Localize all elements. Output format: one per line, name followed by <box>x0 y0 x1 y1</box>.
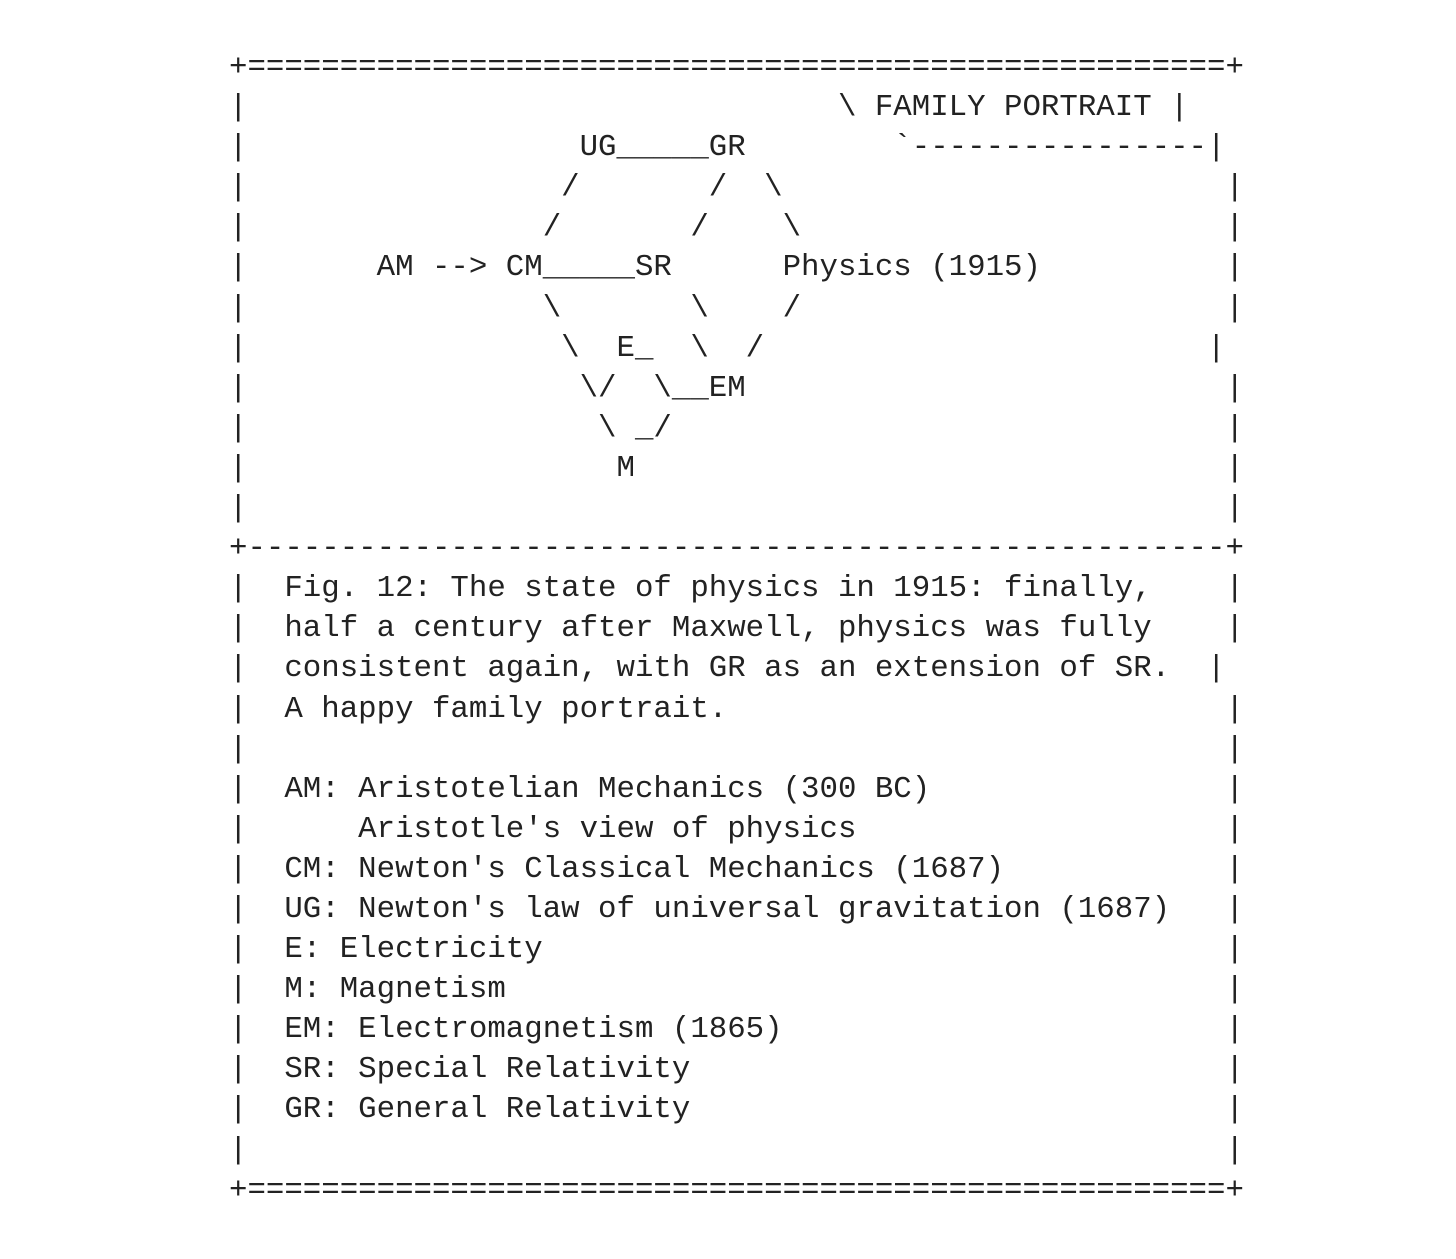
legend-blank-line: | | <box>229 1132 1244 1168</box>
diagram-line-ug-gr: | UG_____GR `----------------| <box>229 130 1226 166</box>
diagram-line: | / / \ | <box>229 170 1244 206</box>
diagram-line: | \ \ / | <box>229 290 1244 326</box>
caption-line: | Fig. 12: The state of physics in 1915: finally, | <box>229 571 1244 607</box>
legend-item-gr: | GR: General Relativity | <box>229 1092 1244 1128</box>
frame-bottom-border: +=====================================================+ <box>229 1172 1244 1208</box>
frame-top-border: +=====================================================+ <box>229 50 1244 85</box>
legend-item-e: | E: Electricity | <box>229 932 1244 968</box>
ascii-family-portrait-figure <box>229 48 1244 1211</box>
diagram-line: | \ _/ | <box>229 410 1244 446</box>
diagram-blank-line: | | <box>229 491 1244 527</box>
family-portrait-tag-line: | \ FAMILY PORTRAIT | <box>229 90 1189 126</box>
caption-line: | A happy family portrait. | <box>229 691 1244 727</box>
legend-item-cm: | CM: Newton's Classical Mechanics (1687) | <box>229 851 1244 887</box>
caption-blank-line: | | <box>229 731 1244 767</box>
caption-line: | half a century after Maxwell, physics was fully | <box>229 611 1244 647</box>
legend-item-em: | EM: Electromagnetism (1865) | <box>229 1012 1244 1048</box>
legend-item-ug: | UG: Newton's law of universal gravitation (1687) | <box>229 891 1244 927</box>
diagram-line-am-cm-sr-physics: | AM --> CM_____SR Physics (1915) | <box>229 250 1244 286</box>
frame-divider: +-----------------------------------------------------+ <box>229 531 1244 567</box>
diagram-line: | / / \ | <box>229 210 1244 246</box>
legend-item-sr: | SR: Special Relativity | <box>229 1052 1244 1088</box>
caption-line: | consistent again, with GR as an extension of SR. | <box>229 651 1226 687</box>
diagram-line-m: | M | <box>229 450 1244 486</box>
diagram-line-em: | \/ \__EM | <box>229 370 1244 406</box>
legend-item-am: | AM: Aristotelian Mechanics (300 BC) | <box>229 771 1244 807</box>
legend-item-m: | M: Magnetism | <box>229 972 1244 1008</box>
legend-item-am-detail: | Aristotle's view of physics | <box>229 811 1244 847</box>
diagram-line-e: | \ E_ \ / | <box>229 330 1226 366</box>
